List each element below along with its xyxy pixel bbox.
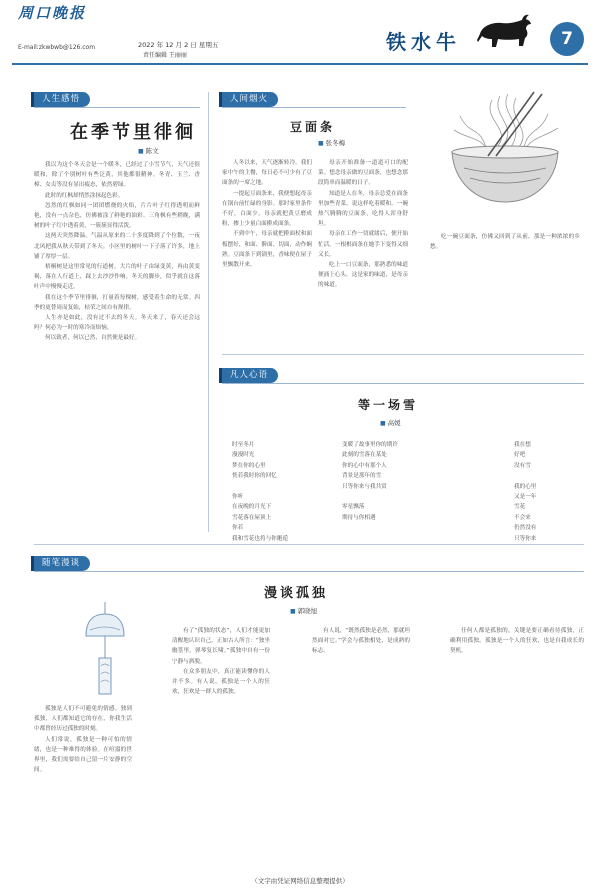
poem-line: 我的心里 xyxy=(514,483,537,490)
paragraph: 不到中午，母亲就把擀面杖和面板摆好，和面、擀面、切面，动作娴熟。豆面条下到锅里，香味便在屋子里飘散开来。 xyxy=(222,231,312,269)
tag-essay: 随笔漫谈 xyxy=(34,556,90,571)
article-author-noodles: ■ 张冬梅 xyxy=(318,138,345,147)
poem-line: 你若 xyxy=(232,525,244,532)
noodle-bowl-illustration xyxy=(430,86,580,226)
paragraph: 知道是人在冬，母亲总爱在面条里加些青菜，说这样吃着暖和。一碗热气腾腾的豆面条，吃得人浑身舒坦。 xyxy=(318,190,408,228)
poem-line xyxy=(514,471,584,481)
poem-line: 没有雪 xyxy=(514,462,531,469)
responsible-editor: 责任编辑 王丽丽 xyxy=(143,52,187,59)
paragraph: 何以致者，何以已然，自然便是最好。 xyxy=(45,335,141,342)
article-body-noodles-col2 xyxy=(318,158,408,344)
paragraph: 在众多朋友中，真正能读懂你的人并不多。有人说，孤独是一个人的狂欢，狂欢是一群人的孤独。 xyxy=(172,668,270,696)
paragraph: 一提起豆面条来，我便想起母亲在锅台前忙碌的身影。那时家里条件不好，白面少，母亲就把黄豆磨成粉，掺上少量白面擀成面条。 xyxy=(222,190,312,228)
poem-line: 零星飘落 xyxy=(342,504,365,511)
tag-underline xyxy=(222,383,584,384)
tag-underline xyxy=(34,571,584,572)
tag-poetry: 凡人心语 xyxy=(222,368,278,383)
poem-line: 在夜晚的月光下 xyxy=(232,504,272,511)
page-number-badge: 7 xyxy=(550,22,584,56)
article-body-noodles-sidebar xyxy=(430,232,580,344)
section-title: 铁水牛 xyxy=(386,30,461,54)
poem-line: 只等你来 xyxy=(514,535,537,542)
poem-line: 你听 xyxy=(232,494,244,501)
paragraph: 吃一碗豆面条，仿佛又回到了从前，那是一种浓浓的乡愁。 xyxy=(430,234,580,251)
article-title-winter: 在季节里徘徊 xyxy=(70,122,196,143)
poem-line: 此刻的雪落在某处 xyxy=(342,452,387,459)
masthead-rule xyxy=(12,63,588,65)
paragraph: 母亲在工作一切就绪后，便开始忙活。一根根面条在她手下变得又细又长。 xyxy=(318,231,408,258)
article-author-winter: ■ 陈文 xyxy=(138,146,159,155)
poem-line: 期待与你相遇 xyxy=(342,514,376,521)
poem-line xyxy=(232,482,328,492)
poem-line: 漫漫时光 xyxy=(232,452,255,459)
paragraph: 此时的红枫却悄然涂抹起色彩。 xyxy=(45,192,124,199)
section-divider xyxy=(34,544,584,545)
poem-line: 时至冬月 xyxy=(232,442,255,448)
article-body-noodles-col1 xyxy=(222,158,312,344)
paragraph: 任何人都是孤独的，关键是要正确看待孤独，正确利用孤独。孤独是一个人的狂欢，也是自我成长的契机。 xyxy=(450,628,584,655)
poem-line: 好吧 xyxy=(514,452,526,459)
poem-line: 雪花 xyxy=(514,504,526,511)
tag-world-affairs: 人间烟火 xyxy=(222,92,278,107)
article-title-snow: 等一场雪 xyxy=(358,398,419,412)
paragraph: 人生亦是如此，没有过不去的冬天。冬天来了，春天还会远吗？何必为一时的寒冷而烦恼。 xyxy=(34,315,200,332)
paragraph: 吃上一口豆面条，那熟悉的味道便涌上心头。这是家的味道，是母亲的味道。 xyxy=(318,262,408,289)
paragraph: 梧桐树是这里常见的行道树，大片的叶子由绿变黄，再由黄变褐，落在人行道上，踩上去沙沙作响。冬天的脚步，似乎就在这落叶声中慢慢走近。 xyxy=(34,264,200,291)
poem-line: 你的心中有那个人 xyxy=(342,462,387,469)
masthead xyxy=(0,0,600,62)
article-title-solitude: 漫谈孤独 xyxy=(264,586,329,601)
paragraph: 忽然的红枫如同一团团燃烧的火焰，片片叶子红得透明而鲜艳，没有一点杂色，仿佛被涂了鲜艳的油彩。三角枫有些稍晚，满树的叶子红中透着黄，一簇簇显得活泼。 xyxy=(34,202,200,230)
poem-line: 变暖了故事里你的期许 xyxy=(342,442,398,448)
bull-logo-icon xyxy=(476,12,534,52)
section-divider xyxy=(222,354,584,355)
poem-line: 雪花落在屋顶上 xyxy=(232,514,272,521)
poem-line: 又是一年 xyxy=(514,494,537,501)
newspaper-email: E-mail:zkwbwb@126.com xyxy=(18,44,96,51)
article-body-solitude-col2 xyxy=(172,626,270,870)
paragraph: 母亲开始准备一道道可口的配菜。想念母亲做的豆面条，也想念那段简单而温暖的日子。 xyxy=(318,160,408,187)
issue-date: 2022 年 12 月 2 日 星期五 xyxy=(138,41,219,49)
poem-line: 仍然没有 xyxy=(514,525,537,532)
article-body-winter xyxy=(34,160,200,532)
paragraph: 这两天突然降温，气温从原来的二十多度降到了个位数，一夜北风把我从秋天带到了冬天。小区里的树叶一下子落了许多，地上铺了厚厚一层。 xyxy=(34,233,200,260)
poem-line: 梦在你的心里 xyxy=(232,462,266,469)
tag-life-sense: 人生感悟 xyxy=(34,92,90,107)
article-author-snow: ■ 高媛 xyxy=(380,418,401,427)
paragraph: 人们常说，孤独是一种可怕的情绪，也是一种难得的体验。在喧嚣的世界里，我们需要给自己留一片安静的空间。 xyxy=(34,736,132,774)
poem-line: 背景是那年的雪 xyxy=(342,473,382,480)
tag-underline xyxy=(222,107,406,108)
poem-line xyxy=(342,492,462,502)
paragraph: 孤独是人们不可避免的情感。独到孤独，人们都知道它的存在，你我生活中都曾经历过孤独的时刻。 xyxy=(34,706,132,733)
article-title-noodles: 豆面条 xyxy=(290,120,336,134)
poem-line: 只等你来与我共赏 xyxy=(342,483,387,490)
article-author-solitude: ■ 郭晓旭 xyxy=(290,606,317,615)
wind-chime-illustration xyxy=(70,602,140,702)
poem-line: 不会来 xyxy=(514,514,531,521)
paragraph: 我在这个季节里徘徊，打量着每棵树，感受着生命的无常。四季的更替周而复始，枯荣之间自有规律。 xyxy=(34,294,200,311)
paragraph: 有人说，“既然孤独是必然，那就坦然面对它。”学会与孤独相处，是成熟的标志。 xyxy=(312,628,410,655)
article-body-solitude-col3 xyxy=(312,626,410,870)
paragraph: 我以为这个冬天会是一个暖冬，已经过了小雪节气，天气还很暖和，除了个别树叶有些泛黄，其他都很精神。冬青、玉兰、香樟、女贞等没有显出疲态，依然碧绿。 xyxy=(34,162,200,189)
newspaper-name: 周口晚报 xyxy=(18,4,87,22)
poem-line: 恍若我时你的回忆 xyxy=(232,473,277,480)
paragraph: 有了“孤独的状态”，人们才能更加清醒地认识自己。正如古人所言：“独坐幽篁里，弹琴复长啸。”孤独中自有一份宁静与洒脱。 xyxy=(172,628,270,665)
page-footer: （文字由凭证网络信息整理提供） xyxy=(251,877,349,885)
poem-line: 我在想 xyxy=(514,442,531,448)
column-divider xyxy=(208,92,209,532)
poem-line: 我和雪花也将与你邂逅 xyxy=(232,535,288,542)
article-body-solitude-col4 xyxy=(450,626,584,870)
tag-underline xyxy=(34,107,200,108)
paragraph: 人冬以来，天气逐渐转冷。我们家中午的主餐，每日必不可少有了豆面条的一席之地。 xyxy=(222,160,312,187)
article-body-solitude-col1 xyxy=(34,704,132,870)
